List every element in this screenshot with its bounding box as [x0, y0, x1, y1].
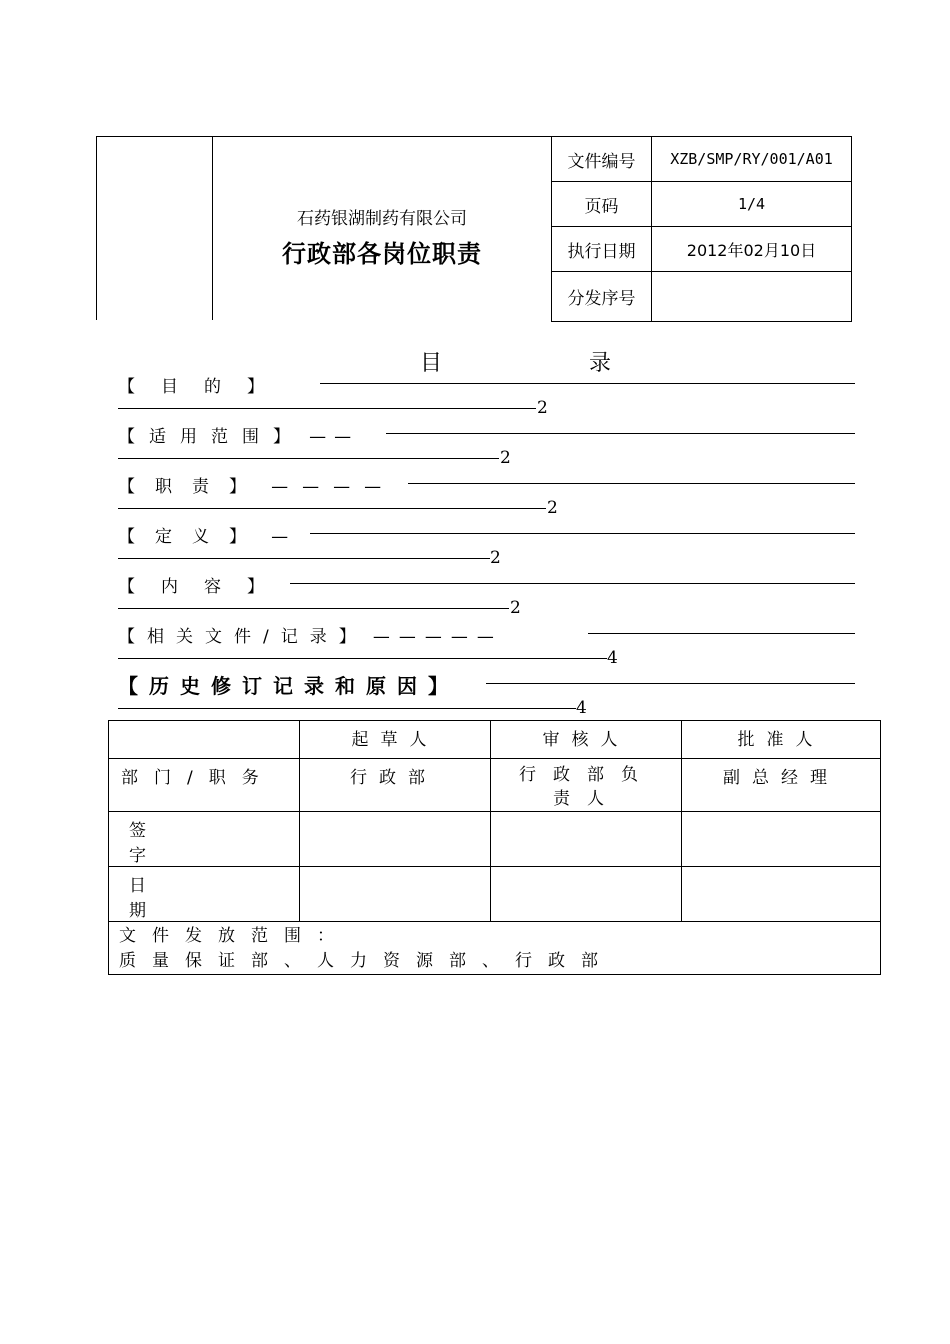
- toc-page-number: 2: [500, 448, 511, 468]
- approval-cell-approver-signature[interactable]: [682, 812, 881, 867]
- approval-cell-reviewer-date[interactable]: [491, 867, 682, 922]
- distribution-scope-cell: [109, 922, 881, 975]
- toc-leader: [118, 608, 509, 609]
- approval-table: [108, 720, 881, 975]
- meta-value-doc-number: XZB/SMP/RY/001/A01: [652, 137, 852, 182]
- toc-leader: [118, 508, 546, 509]
- approval-cell-reviewer-signature[interactable]: [491, 812, 682, 867]
- row-label: 签字: [129, 821, 242, 866]
- toc-leader: [290, 583, 855, 584]
- toc-item-label: 【相关文件/记录】: [118, 627, 368, 647]
- toc-item-extra-dashes: ——: [309, 427, 360, 447]
- approval-cell-drafter-signature[interactable]: [300, 812, 491, 867]
- toc-page-number: 4: [576, 698, 587, 718]
- toc-leader: [486, 683, 855, 684]
- toc-leader: [588, 633, 855, 634]
- row-label: 部门/职务: [121, 768, 275, 788]
- company-name: 石药银湖制药有限公司: [297, 209, 467, 229]
- approval-cell-reviewer-position: [491, 759, 682, 812]
- toc-item-label: 【职责】: [118, 477, 266, 497]
- toc-item-purpose[interactable]: [118, 372, 290, 397]
- toc-item-related-documents[interactable]: [118, 622, 503, 647]
- toc-leader: [386, 433, 855, 434]
- approval-cell-approver-position: [682, 759, 881, 812]
- meta-key-effective-date: 执行日期: [552, 227, 652, 272]
- meta-value-effective-date: 2012年02月10日: [652, 227, 852, 272]
- toc-item-label: 【目的】: [118, 377, 290, 397]
- toc-leader: [118, 658, 607, 659]
- meta-key-distribution-number: 分发序号: [552, 272, 652, 322]
- distribution-scope-label: 文件发放范围：: [119, 926, 350, 946]
- toc-item-label: 【定义】: [118, 527, 266, 547]
- toc-item-label: 【内容】: [118, 577, 290, 597]
- header-approver-label: 批准人: [737, 730, 825, 750]
- toc-item-label: 【历史修订记录和原因】: [118, 674, 459, 698]
- toc-leader: [118, 708, 576, 709]
- row-label: 日期: [129, 876, 242, 921]
- toc-item-extra-dashes: ————: [271, 477, 396, 497]
- approval-header-drafter: [300, 721, 491, 759]
- toc-leader: [408, 483, 855, 484]
- toc-leader: [118, 408, 536, 409]
- toc-title: 目 录: [420, 351, 681, 376]
- approval-cell-drafter-date[interactable]: [300, 867, 491, 922]
- toc-item-revision-history[interactable]: [118, 670, 459, 699]
- toc-page-number: 2: [490, 548, 501, 568]
- toc-page-number: 4: [607, 648, 618, 668]
- meta-value-page: 1/4: [652, 182, 852, 227]
- meta-key-doc-number: 文件编号: [552, 137, 652, 182]
- toc-item-label: 【适用范围】: [118, 427, 304, 447]
- header-drafter-label: 起草人: [351, 730, 439, 750]
- approval-header-approver: [682, 721, 881, 759]
- cell-value: 副总经理: [723, 768, 839, 788]
- approval-cell-approver-date[interactable]: [682, 867, 881, 922]
- approval-header-empty: [109, 721, 300, 759]
- toc-leader: [310, 533, 855, 534]
- meta-value-distribution-number: [652, 272, 852, 322]
- logo-area: [97, 137, 212, 320]
- toc-leader: [118, 458, 499, 459]
- approval-row-label-signature: [109, 812, 300, 867]
- toc-item-responsibilities[interactable]: [118, 472, 395, 497]
- meta-key-page: 页码: [552, 182, 652, 227]
- toc-item-extra-dashes: —————: [372, 627, 503, 647]
- cell-value: 行政部: [350, 768, 437, 788]
- header-reviewer-label: 审核人: [542, 730, 630, 750]
- cell-value: 行政部负责人: [519, 765, 655, 809]
- distribution-scope-value: 质量保证部、人力资源部、行政部: [119, 951, 614, 971]
- toc-item-content[interactable]: [118, 572, 290, 597]
- toc-item-scope[interactable]: [118, 422, 359, 447]
- toc-page-number: 2: [547, 498, 558, 518]
- document-title: 行政部各岗位职责: [282, 240, 482, 268]
- approval-cell-drafter-position: [300, 759, 491, 812]
- toc-leader: [320, 383, 855, 384]
- toc-item-extra-dashes: —: [271, 527, 289, 547]
- approval-row-label-position: [109, 759, 300, 812]
- approval-row-label-date: [109, 867, 300, 922]
- toc-page-number: 2: [537, 398, 548, 418]
- approval-header-reviewer: [491, 721, 682, 759]
- document-meta-table: [551, 136, 852, 322]
- toc-leader: [118, 558, 490, 559]
- toc-page-number: 2: [510, 598, 521, 618]
- toc-item-definitions[interactable]: [118, 522, 288, 547]
